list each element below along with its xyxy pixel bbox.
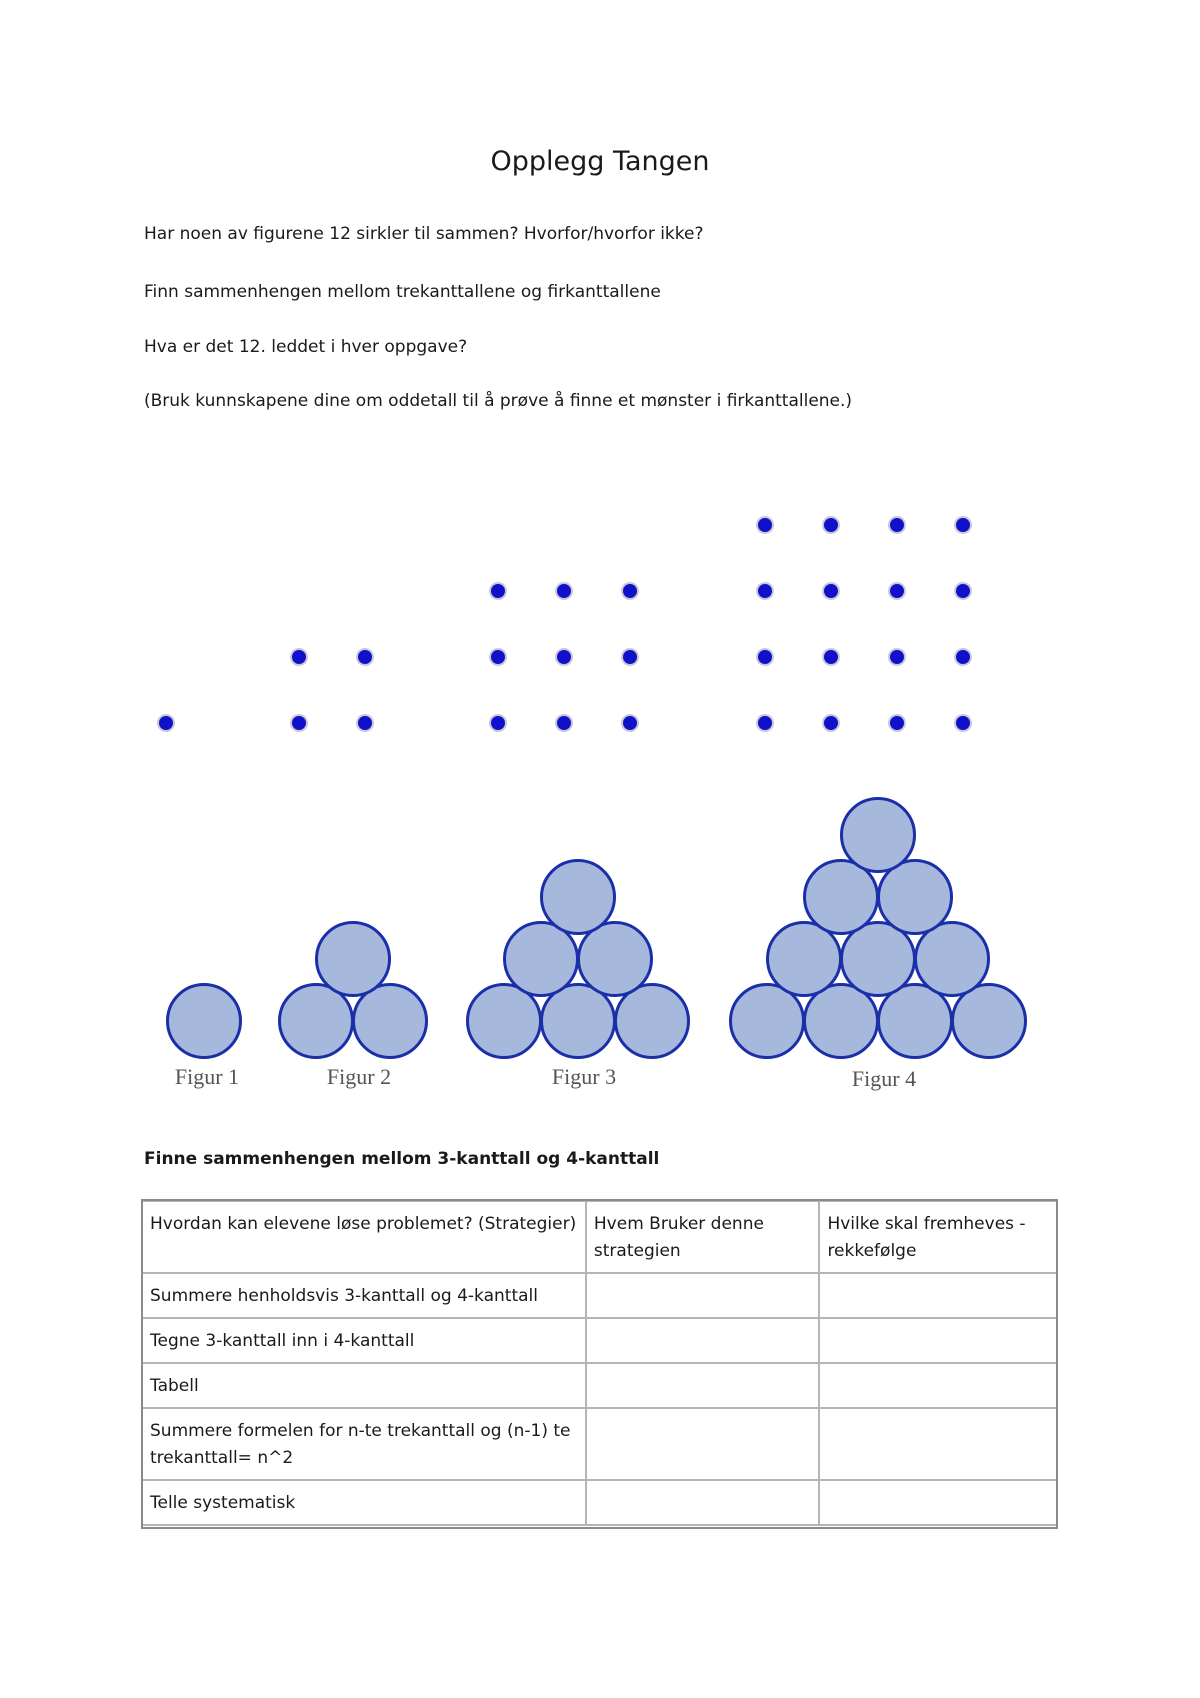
square-number-dot xyxy=(491,584,505,598)
triangle-number-circle xyxy=(842,923,915,996)
strategy-table xyxy=(141,1200,1058,1526)
table-row xyxy=(142,1363,1057,1408)
empty-cell xyxy=(819,1480,1057,1525)
table-header-cell: Hvem Bruker denne strategien xyxy=(586,1201,820,1273)
strategy-cell: Telle systematisk xyxy=(142,1480,586,1525)
square-number-dot xyxy=(623,650,637,664)
square-number-dot xyxy=(890,518,904,532)
table-row xyxy=(142,1318,1057,1363)
triangle-number-circle xyxy=(953,985,1026,1058)
empty-cell xyxy=(586,1273,820,1318)
empty-cell xyxy=(819,1318,1057,1363)
triangle-number-circle xyxy=(468,985,541,1058)
triangle-number-circle xyxy=(579,923,652,996)
empty-cell xyxy=(586,1318,820,1363)
square-number-dot xyxy=(292,716,306,730)
page-title: Opplegg Tangen xyxy=(490,146,710,177)
figure-label: Figur 3 xyxy=(551,1064,617,1089)
empty-cell xyxy=(819,1408,1057,1480)
figure-label: Figur 1 xyxy=(174,1064,240,1089)
square-number-dot xyxy=(358,650,372,664)
figure-label: Figur 2 xyxy=(326,1064,392,1089)
table-row xyxy=(142,1480,1057,1525)
table-row xyxy=(142,1408,1057,1480)
triangle-number-circle xyxy=(542,861,615,934)
strategy-cell: Tegne 3-kanttall inn i 4-kanttall xyxy=(142,1318,586,1363)
square-number-dot xyxy=(890,716,904,730)
triangle-number-circle xyxy=(879,861,952,934)
triangle-number-circle xyxy=(616,985,689,1058)
square-number-dot xyxy=(956,584,970,598)
empty-cell xyxy=(586,1408,820,1480)
square-number-dot xyxy=(292,650,306,664)
square-number-dot xyxy=(758,584,772,598)
question-paragraph: Finn sammenhengen mellom trekanttallene og firkanttallene xyxy=(144,282,661,302)
triangle-number-circle xyxy=(280,985,353,1058)
strategy-cell: Summere formelen for n-te trekanttall og (n-1) te trekanttall= n^2 xyxy=(142,1408,586,1480)
strategy-cell: Tabell xyxy=(142,1363,586,1408)
square-number-dot xyxy=(758,716,772,730)
question-paragraph: Hva er det 12. leddet i hver oppgave? xyxy=(144,337,468,357)
triangle-number-circle xyxy=(505,923,578,996)
triangle-number-circle xyxy=(317,923,390,996)
square-number-dot xyxy=(557,584,571,598)
square-number-dot xyxy=(358,716,372,730)
square-number-dot xyxy=(758,518,772,532)
triangle-number-circle xyxy=(916,923,989,996)
square-number-dot xyxy=(824,518,838,532)
strategy-cell: Summere henholdsvis 3-kanttall og 4-kanttall xyxy=(142,1273,586,1318)
square-number-dot xyxy=(824,716,838,730)
triangle-number-circle xyxy=(805,861,878,934)
square-number-dot xyxy=(491,716,505,730)
square-number-dot xyxy=(623,584,637,598)
table-row xyxy=(142,1273,1057,1318)
empty-cell xyxy=(586,1363,820,1408)
triangle-number-circle xyxy=(805,985,878,1058)
figure-label: Figur 4 xyxy=(851,1066,917,1091)
square-number-dot xyxy=(956,716,970,730)
square-number-dot xyxy=(890,584,904,598)
square-number-dot xyxy=(824,650,838,664)
empty-cell xyxy=(819,1273,1057,1318)
square-number-dot xyxy=(491,650,505,664)
square-number-dot xyxy=(824,584,838,598)
square-number-dot xyxy=(623,716,637,730)
square-number-dot xyxy=(956,650,970,664)
square-number-dot xyxy=(557,716,571,730)
square-number-dot xyxy=(758,650,772,664)
hint-paragraph: (Bruk kunnskapene dine om oddetall til å prøve å finne et mønster i firkanttallene.) xyxy=(144,391,853,411)
square-number-dot xyxy=(956,518,970,532)
triangle-number-circle xyxy=(731,985,804,1058)
question-paragraph: Har noen av figurene 12 sirkler til sammen? Hvorfor/hvorfor ikke? xyxy=(144,224,704,244)
section-heading: Finne sammenhengen mellom 3-kanttall og 4-kanttall xyxy=(144,1149,660,1169)
empty-cell xyxy=(586,1480,820,1525)
triangle-number-circle xyxy=(879,985,952,1058)
triangle-number-circle xyxy=(354,985,427,1058)
triangle-number-circle xyxy=(168,985,241,1058)
triangle-number-circle xyxy=(542,985,615,1058)
table-header-cell: Hvilke skal fremheves - rekkefølge xyxy=(819,1201,1057,1273)
table-header-row xyxy=(142,1201,1057,1273)
square-number-dot xyxy=(557,650,571,664)
square-number-dot xyxy=(159,716,173,730)
square-number-dot xyxy=(890,650,904,664)
triangle-number-circle xyxy=(842,799,915,872)
triangle-number-circle xyxy=(768,923,841,996)
table-header-cell: Hvordan kan elevene løse problemet? (Strategier) xyxy=(142,1201,586,1273)
empty-cell xyxy=(819,1363,1057,1408)
